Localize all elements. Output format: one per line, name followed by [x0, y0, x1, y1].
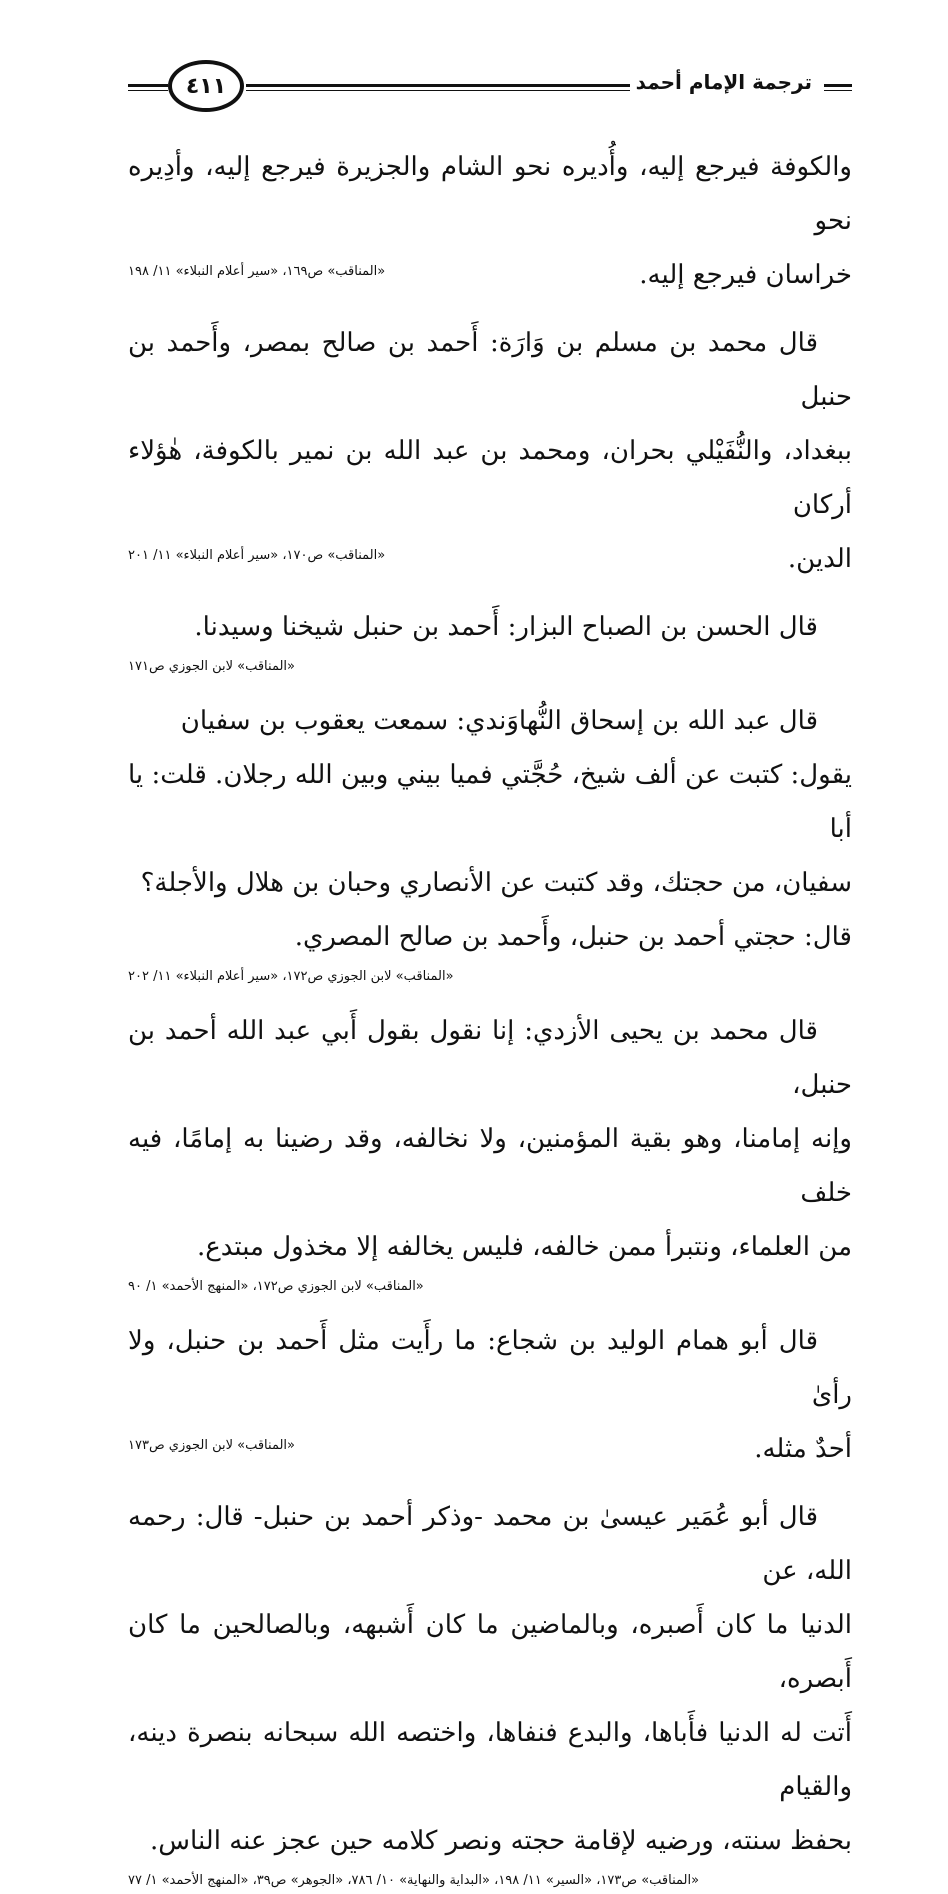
page-body [128, 140, 852, 1894]
quote-section [128, 140, 852, 302]
last-line-with-reference [128, 532, 852, 586]
section-gap [128, 990, 852, 1004]
quote-section [128, 316, 852, 586]
running-title: ترجمة الإمام أحمد [630, 70, 818, 94]
quote-section [128, 1004, 852, 1300]
quote-section [128, 1490, 852, 1894]
text-line: يقول: كتبت عن ألف شيخ، حُجَّتي فميا بيني وبين الله رجلان. قلت: يا أبا [128, 760, 852, 844]
source-reference: «المناقب» ص١٧٠، «سير أعلام النبلاء» ١١/ ٢٠١ [128, 548, 386, 563]
source-reference: «المناقب» ص١٦٩، «سير أعلام النبلاء» ١١/ ١٩٨ [128, 264, 386, 279]
page-header [128, 58, 852, 122]
text-line: والكوفة فيرجع إليه، وأُديره نحو الشام والجزيرة فيرجع إليه، وأدِيره نحو [128, 152, 852, 236]
header-rule-right [824, 84, 852, 87]
text-line: أحدٌ مثله. [754, 1434, 852, 1464]
section-gap [128, 680, 852, 694]
last-line-with-reference [128, 248, 852, 302]
source-reference-row [128, 654, 852, 680]
section-gap [128, 586, 852, 600]
text-line: خراسان فيرجع إليه. [639, 260, 852, 290]
quote-section [128, 694, 852, 990]
text-line: وإنه إمامنا، وهو بقية المؤمنين، ولا نخالفه، وقد رضينا به إمامًا، فيه خلف [128, 1124, 852, 1208]
source-reference: «المناقب» لابن الجوزي ص١٧٣ [128, 1438, 295, 1453]
quote-section [128, 600, 852, 680]
last-line-with-reference [128, 1422, 852, 1476]
quote-section [128, 1314, 852, 1476]
text-line: أَتت له الدنيا فأَباها، والبدع فنفاها، واختصه الله سبحانه بنصرة دينه، والقيام [128, 1718, 852, 1802]
source-reference-row [128, 964, 852, 990]
text-line: الدنيا ما كان أَصبره، وبالماضين ما كان أَشبهه، وبالصالحين ما كان أَبصره، [128, 1610, 852, 1694]
source-reference: «المناقب» لابن الجوزي ص١٧٢، «المنهج الأحمد» ١/ ٩٠ [128, 1279, 424, 1294]
text-line: قال محمد بن يحيى الأزدي: إنا نقول بقول أَبي عبد الله أحمد بن حنبل، [128, 1016, 852, 1100]
source-reference-row [128, 1274, 852, 1300]
page-number: ٤١١ [185, 73, 227, 99]
source-reference: «المناقب» لابن الجوزي ص١٧١ [128, 659, 295, 674]
text-line: سفيان، من حجتك، وقد كتبت عن الأنصاري وحبان بن هلال والأجلة؟ [140, 868, 852, 898]
section-gap [128, 1300, 852, 1314]
header-rule-left [128, 84, 168, 87]
page-number-badge [168, 60, 244, 112]
text-line: قال عبد الله بن إسحاق النُّهاوَندي: سمعت يعقوب بن سفيان [180, 706, 818, 736]
section-gap [128, 302, 852, 316]
text-line: ببغداد، والنُّفَيْلي بحران، ومحمد بن عبد الله بن نمير بالكوفة، هٰؤلاء أركان [128, 436, 852, 520]
text-line: من العلماء، ونتبرأ ممن خالفه، فليس يخالفه إلا مخذول مبتدع. [196, 1232, 852, 1262]
text-line: الدين. [787, 544, 852, 574]
text-line: بحفظ سنته، ورضيه لإقامة حجته ونصر كلامه حين عجز عنه الناس. [150, 1826, 852, 1856]
source-reference: «المناقب» ص١٧٣، «السير» ١١/ ١٩٨، «البداية والنهاية» ١٠/ ٧٨٦، «الجوهر» ص٣٩، «المنهج الأحمد» ١/ ٧٧ [128, 1873, 700, 1888]
text-line: قال محمد بن مسلم بن وَارَة: أَحمد بن صالح بمصر، وأَحمد بن حنبل [128, 328, 852, 412]
text-line: قال أبو همام الوليد بن شجاع: ما رأَيت مثل أَحمد بن حنبل، ولا رأىٰ [128, 1326, 852, 1410]
section-gap [128, 1476, 852, 1490]
text-line: قال أبو عُمَير عيسىٰ بن محمد -وذكر أحمد بن حنبل- قال: رحمه الله، عن [128, 1502, 852, 1586]
text-line: قال الحسن بن الصباح البزار: أَحمد بن حنبل شيخنا وسيدنا. [194, 612, 818, 642]
text-line: قال: حجتي أحمد بن حنبل، وأَحمد بن صالح المصري. [294, 922, 852, 952]
source-reference-row [128, 1868, 852, 1894]
source-reference: «المناقب» لابن الجوزي ص١٧٢، «سير أعلام النبلاء» ١١/ ٢٠٢ [128, 969, 454, 984]
